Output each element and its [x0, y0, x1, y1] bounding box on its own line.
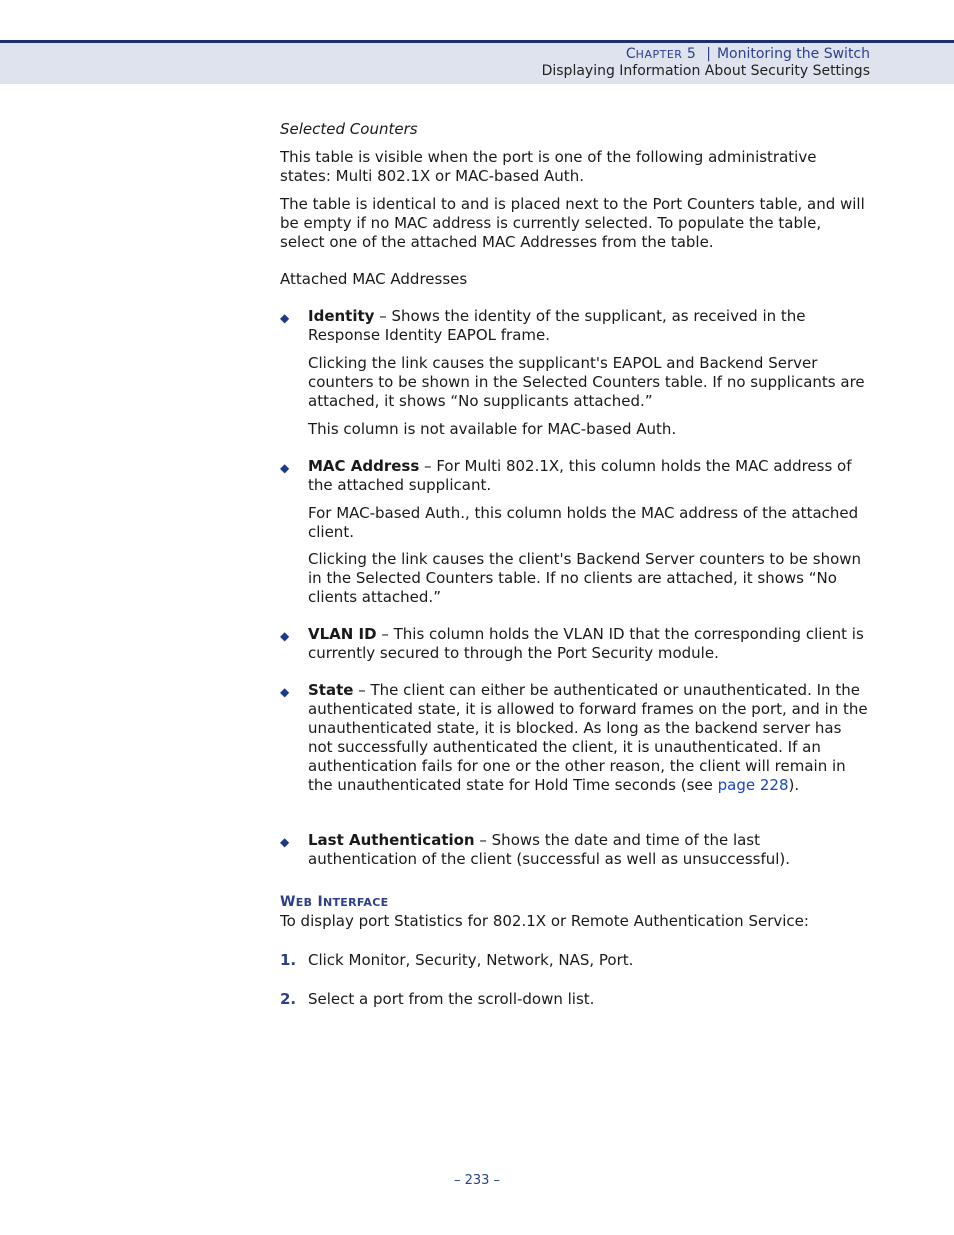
web-interface-heading	[280, 893, 388, 912]
paragraph-1: This table is visible when the port is one of the following administrative states: Multi 802.1X or MAC-based Auth.	[280, 148, 817, 185]
page-number: – 233 –	[453, 1173, 501, 1188]
bullet-icon: ◆	[280, 461, 290, 475]
chapter-number: 5	[686, 46, 696, 62]
web-interface-intro: To display port Statistics for 802.1X or Remote Authentication Service:	[280, 912, 809, 930]
term-last-authentication: Last Authentication	[308, 831, 475, 849]
term-state: State	[308, 681, 354, 699]
step-2-number: 2.	[280, 990, 297, 1008]
web-w: W	[280, 894, 296, 910]
mac-address-extra-2: Clicking the link causes the client's Backend Server counters to be shown in the Selected Counters table. If no clients are attached, it shows “No clients attached.”	[308, 550, 862, 606]
bullet-icon: ◆	[280, 311, 290, 325]
list-item-identity	[308, 307, 868, 345]
state-desc-end: ).	[788, 776, 800, 794]
step-1-text: Click Monitor, Security, Network, NAS, Port.	[308, 951, 634, 969]
state-desc: – The client can either be authenticated or unauthenticated. In the authenticated state, it is allowed to forward frames on the port, and in the unauthenticated state, it is blocked. As long as the backend server has not successfully authenticated the client, it is unauthenticated. If an authentication fails for one or the other reason, the client will remain in the unauthenticated state for Hold Time seconds (see	[308, 681, 868, 794]
identity-desc: – Shows the identity of the supplicant, as received in the Response Identity EAPOL frame.	[308, 307, 806, 344]
chapter-label-initial: C	[625, 46, 636, 62]
mac-address-extra-1: For MAC-based Auth., this column holds the MAC address of the attached client.	[308, 504, 859, 541]
bullet-icon: ◆	[280, 629, 290, 643]
chapter-line	[626, 46, 870, 62]
list-item-vlan-id	[308, 625, 868, 663]
step-1-number: 1.	[280, 951, 297, 969]
selected-counters-heading: Selected Counters	[280, 120, 418, 138]
list-item-last-authentication	[308, 831, 868, 869]
web-i: I	[317, 894, 323, 910]
chapter-label: HAPTER	[635, 48, 683, 61]
mac-address-desc: – For Multi 802.1X, this column holds the MAC address of the attached supplicant.	[308, 457, 852, 494]
web-eb: EB	[295, 896, 313, 909]
page-228-link[interactable]: page 228	[717, 776, 789, 794]
section-title: Displaying Information About Security Settings	[541, 63, 870, 79]
paragraph-2: The table is identical to and is placed next to the Port Counters table, and will be empty if no MAC address is currently selected. To populate the table, select one of the attached MAC Addresses from the table.	[280, 195, 865, 251]
chapter-title: Monitoring the Switch	[716, 46, 870, 62]
attached-mac-heading: Attached MAC Addresses	[280, 270, 468, 288]
term-identity: Identity	[308, 307, 375, 325]
list-item-state	[308, 681, 868, 795]
bullet-icon: ◆	[280, 835, 290, 849]
term-mac-address: MAC Address	[308, 457, 420, 475]
last-authentication-desc: – Shows the date and time of the last authentication of the client (successful as well as unsuccessful).	[308, 831, 791, 868]
list-item-mac-address	[308, 457, 868, 495]
vlan-id-desc: – This column holds the VLAN ID that the corresponding client is currently secured to through the Port Security module.	[308, 625, 864, 662]
header-separator: |	[706, 46, 711, 62]
identity-extra-2: This column is not available for MAC-based Auth.	[308, 420, 677, 438]
bullet-icon: ◆	[280, 685, 290, 699]
step-2-text: Select a port from the scroll-down list.	[308, 990, 595, 1008]
term-vlan-id: VLAN ID	[308, 625, 377, 643]
web-nterface: NTERFACE	[322, 896, 389, 909]
identity-extra-1: Clicking the link causes the supplicant's EAPOL and Backend Server counters to be shown in the Selected Counters table. If no supplicants are attached, it shows “No supplicants attached.”	[308, 354, 865, 410]
